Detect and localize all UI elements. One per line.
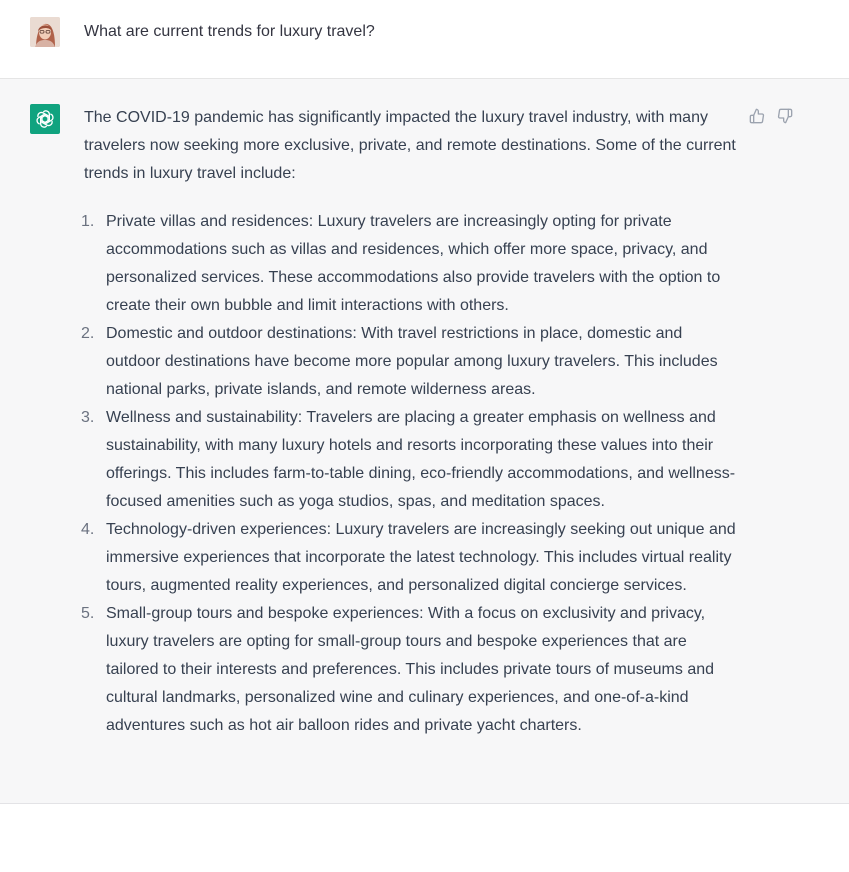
list-item-number: 1. (81, 213, 95, 230)
list-item-text: Technology-driven experiences: Luxury travelers are increasingly seeking out unique and immersive experiences that incorporate the latest technology. This includes virtual reality tours, augmented reality experiences, and personalized digital concierge services. (106, 521, 736, 594)
user-avatar-photo (30, 17, 60, 47)
openai-logo-icon (35, 109, 55, 129)
list-item-number: 2. (81, 325, 95, 342)
list-item-number: 5. (81, 605, 95, 622)
list-item (81, 320, 739, 404)
user-message-row (0, 0, 849, 79)
list-item (81, 600, 739, 740)
list-item-text: Wellness and sustainability: Travelers are placing a greater emphasis on wellness and sustainability, with many luxury hotels and resorts incorporating these values into their offerings. This includes farm-to-table dining, eco-friendly accommodations, and wellness-focused amenities such as yoga studios, spas, and meditation spaces. (106, 409, 736, 510)
assistant-answer (81, 104, 739, 740)
assistant-avatar (30, 104, 60, 134)
user-question: What are current trends for luxury travel? (84, 23, 375, 40)
trends-list (81, 208, 739, 740)
thumbs-up-button[interactable] (748, 107, 766, 125)
list-item-text: Private villas and residences: Luxury travelers are increasingly opting for private accommodations such as villas and residences, which offer more space, privacy, and personalized services. These accommodations also provide travelers with the option to create their own bubble and limit interactions with others. (106, 213, 721, 314)
thumbs-up-icon (749, 108, 765, 124)
list-item-text: Domestic and outdoor destinations: With travel restrictions in place, domestic and outdoor destinations have become more popular among luxury travelers. This includes national parks, private islands, and remote wilderness areas. (106, 325, 718, 398)
list-item (81, 208, 739, 320)
assistant-message-row (0, 79, 849, 804)
list-item-text: Small-group tours and bespoke experiences: With a focus on exclusivity and privacy, luxury travelers are opting for small-group tours and bespoke experiences that are tailored to their interests and preferences. This includes private tours of museums and cultural landmarks, personalized wine and culinary experiences, and one-of-a-kind adventures such as hot air balloon rides and private yacht charters. (106, 605, 715, 734)
user-avatar (30, 17, 60, 47)
thumbs-down-icon (777, 108, 793, 124)
answer-intro: The COVID-19 pandemic has significantly impacted the luxury travel industry, with many travelers now seeking more exclusive, private, and remote destinations. Some of the current trends in luxury travel include: (84, 109, 736, 182)
list-item-number: 3. (81, 409, 95, 426)
list-item (81, 404, 739, 516)
thumbs-down-button[interactable] (776, 107, 794, 125)
list-item (81, 516, 739, 600)
list-item-number: 4. (81, 521, 95, 538)
